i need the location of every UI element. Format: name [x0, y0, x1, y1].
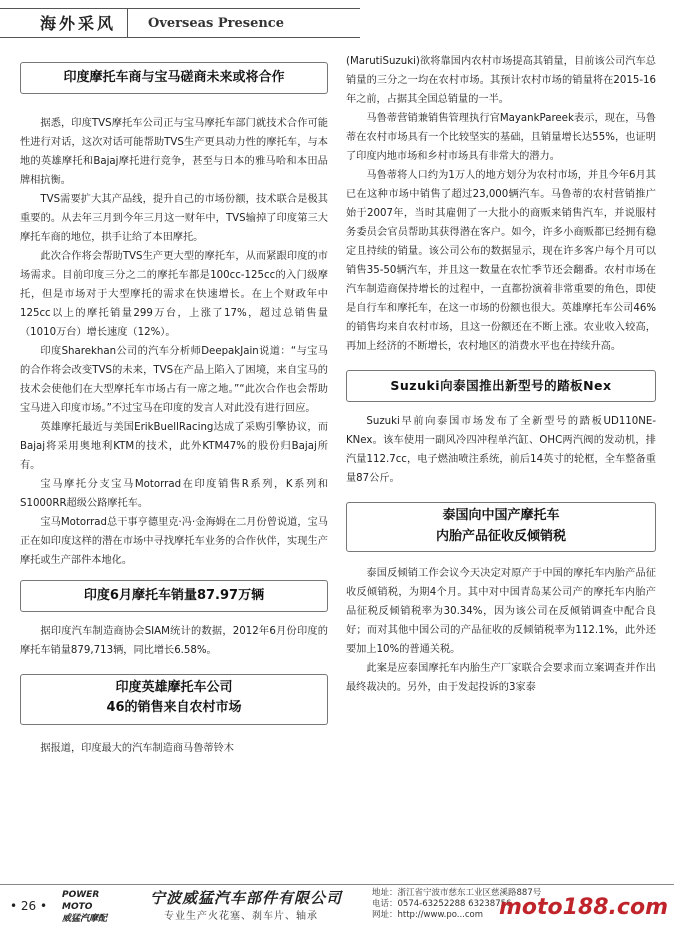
article4-title: Suzuki向泰国推出新型号的踏板Nex [346, 370, 656, 402]
article5-title [346, 502, 656, 552]
article1-paragraph: 宝马摩托分支宝马Motorrad在印度销售R系列，K系列和S1000RR超级公路摩托车。 [20, 479, 328, 509]
article1-title: 印度摩托车商与宝马磋商未来或将合作 [20, 62, 328, 94]
article1-paragraph: 英雄摩托最近与美国ErikBuellRacing达成了采购引擎协议，而Bajaj将采用奥地利KTM的技术，此外KTM47%的股份归Bajaj所有。 [20, 422, 328, 471]
article4-paragraph: Suzuki早前向泰国市场发布了全新型号的踏板UD110NE-KNex。该车使用一副风冷四冲程单汽缸、OHC两汽阀的发动机，排汽量112.7cc，电子燃油喷注系统，前后14英寸的轮框，全车整备重量87公斤。 [346, 416, 656, 484]
article5-title-line1: 泰国向中国产摩托车 [442, 508, 560, 523]
ad-website[interactable]: 网址：http://www.po...com [372, 910, 484, 920]
article1-paragraph: 此次合作将会帮助TVS生产更大型的摩托车，从而紧跟印度的市场需求。目前印度三分之二的摩托车都是100cc-125cc的入门级摩托，但是市场对于大型摩托的需求在快速增长。在上个财政年中125cc以上的摩托销量299万台，上涨了17%，超过总销售量（1010万台）增长速度（12%）。 [20, 251, 328, 338]
article2-paragraph: 据印度汽车制造商协会SIAM统计的数据，2012年6月份印度的摩托车销量879,713辆，同比增长6.58%。 [20, 626, 328, 656]
site-watermark: moto188.com [498, 895, 668, 920]
footer-ad [0, 884, 674, 922]
article5-paragraph: 此案是应泰国摩托车内胎生产厂家联合会要求而立案调查并作出最终裁决的。另外，由于发起投诉的3家泰 [346, 663, 656, 693]
ad-company-name: 宁波威猛汽车部件有限公司 [150, 889, 343, 907]
article1-paragraph: 据悉，印度TVS摩托车公司正与宝马摩托车部门就技术合作可能性进行对话，这次对话可能帮助TVS生产更具动力性的摩托车，与本地的英雄摩托和Bajaj摩托进行竞争，甚至与日本的雅马哈和本田品牌相抗衡。 [20, 118, 328, 186]
section-title-en: Overseas Presence [128, 8, 360, 38]
article1-paragraph: 印度Sharekhan公司的汽车分析师DeepakJain说道：“与宝马的合作将会改变TVS的未来，TVS在产品上陷入了困境，来自宝马的技术会使他们在大型摩托车市场占有一席之地。”“此次合作也会帮助宝马进入印度市场。”不过宝马在印度的发言人对此没有进行回应。 [20, 346, 328, 414]
article3-paragraph: 据报道，印度最大的汽车制造商马鲁蒂铃木 [40, 743, 234, 754]
article3-continued: (MarutiSuzuki)欲将靠国内农村市场提高其销量，目前该公司汽车总销量的三分之一均在农村市场。其预计农村市场的销量将在2015-16年之前，占据其全国总销量的一半。 [346, 56, 656, 105]
article5-paragraph: 泰国反倾销工作会议今天决定对原产于中国的摩托车内胎产品征收反倾销税，为期4个月。其中对中国青岛某公司产的摩托车内胎产品征税反倾销税率为30.34%，因为该公司在反倾销调查中配合良好；而对其他中国公司的产品征收的反倾销税率为112.1%，此外还要加上10%的普通关税。 [346, 568, 656, 655]
section-title-cn: 海外采风 [0, 8, 128, 38]
article3-paragraph: 马鲁蒂营销兼销售管理执行官MayankPareek表示，现在，马鲁蒂在农村市场具有一个比较坚实的基础，且销量增长达55%，也证明了印度内地市场和乡村市场具有非常大的潜力。 [346, 113, 656, 162]
ad-slogan: 专业生产火花塞、刹车片、轴承 [164, 911, 318, 922]
article3-paragraph: 马鲁蒂将人口约为1万人的地方划分为农村市场，并且今年6月其已在这种市场中销售了超过23,000辆汽车。马鲁蒂的农村营销推广始于2007年，当时其雇佣了一大批小的商贩来销售汽车，并说服村务委员会官员帮助其获得潜在客户。如今，许多小商贩都已经拥有稳定且持续的销量。该公司公布的数据显示，现在许多客户每个月可以销售35-50辆汽车，并且这一数量在农忙季节还会翻番。农村市场在汽车制造商保持增长的过程中，一直都扮演着非常重要的角色，即使是自行车和摩托车，在这一市场的份额也很大。英雄摩托车公司46%的销售均来自农村市场，且这一份额还在不断上涨。农业收入较高，再加上经济的不断增长，农村地区的消费水平也在持续升高。 [346, 170, 656, 352]
article5-title-line2: 内胎产品征收反倾销税 [435, 529, 566, 544]
article3-title [20, 674, 328, 725]
article2-title: 印度6月摩托车销量87.97万辆 [20, 580, 328, 612]
right-column [346, 52, 656, 697]
page-number: • 26 • [10, 899, 48, 913]
section-header [0, 0, 360, 44]
article1-paragraph: TVS需要扩大其产品线，提升自己的市场份额，技术联合是极其重要的。从去年三月到今年三月这一财年中，TVS输掉了印度第三大摩托车商的地位，拱手让给了本田摩托。 [20, 194, 328, 243]
logo-text-line1: POWER [62, 890, 100, 900]
ad-phone: 电话：0574-63252288 63238756 [372, 899, 512, 909]
article3-title-line1: 印度英雄摩托车公司 [115, 680, 233, 695]
logo-text-line3: 威猛汽摩配 [62, 914, 108, 924]
article1-paragraph: 宝马Motorrad总干事亨德里克·冯·金海姆在二月份曾说道，宝马正在如印度这样的潜在市场中寻找摩托车业务的合作伙伴，实现生产摩托或生产部件本地化。 [20, 517, 328, 566]
left-column [20, 52, 328, 758]
article3-title-line2: 46的销售来自农村市场 [106, 700, 242, 715]
ad-address: 地址：浙江省宁波市慈东工业区慈溪路887号 [372, 888, 542, 898]
brand-logo [62, 889, 134, 924]
logo-text-line2: MOTO [62, 902, 93, 912]
